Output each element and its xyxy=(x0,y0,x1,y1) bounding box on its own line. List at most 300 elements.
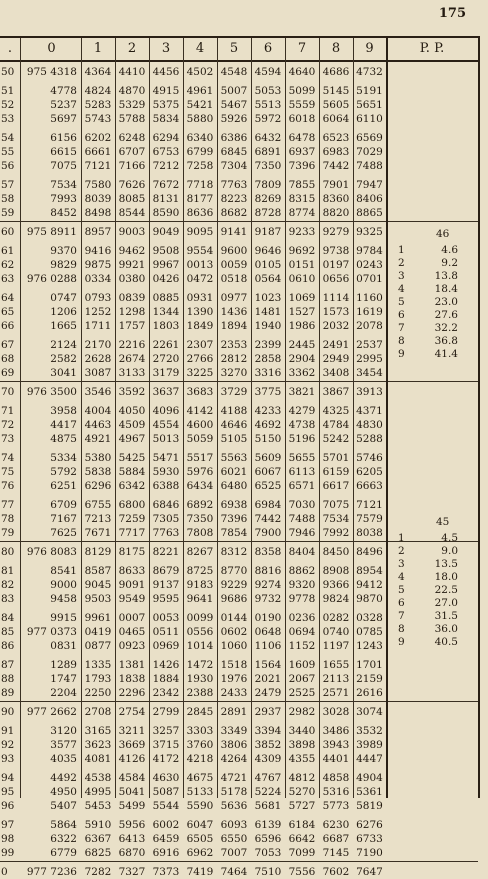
row-cell: 0648 xyxy=(254,626,282,638)
pp-digit: 8 xyxy=(398,335,405,347)
row-base-value: 4950 xyxy=(50,786,77,798)
row-cell: 5880 xyxy=(186,113,214,125)
row-number: 97 xyxy=(1,819,15,831)
row-cell: 4126 xyxy=(118,753,146,765)
row-cell: 4447 xyxy=(356,753,383,765)
row-base-value: 2582 xyxy=(50,353,77,365)
header-digit: 5 xyxy=(229,41,239,56)
row-cell: 0334 xyxy=(84,273,112,285)
row-cell: 8404 xyxy=(288,546,316,558)
row-cell: 5224 xyxy=(254,786,282,798)
row-cell: 6550 xyxy=(220,833,248,845)
row-cell: 3760 xyxy=(186,739,214,751)
table-row xyxy=(0,305,478,319)
row-cell: 4824 xyxy=(84,85,112,97)
row-number: 93 xyxy=(1,753,15,765)
row-cell: 8820 xyxy=(322,207,350,219)
decade-rule xyxy=(0,381,478,382)
column-rule xyxy=(319,38,320,798)
row-cell: 4463 xyxy=(84,419,112,431)
row-cell: 8496 xyxy=(356,546,383,558)
row-base-value: 977 0373 xyxy=(26,626,77,638)
row-cell: 6687 xyxy=(322,833,350,845)
row-cell: 9233 xyxy=(288,226,316,238)
row-cell: 9554 xyxy=(186,245,214,257)
row-base-value: 5237 xyxy=(50,99,77,111)
row-cell: 5007 xyxy=(220,85,248,97)
row-cell: 2891 xyxy=(220,706,248,718)
pp-digit: 9 xyxy=(398,348,405,360)
row-cell: 2170 xyxy=(84,339,112,351)
row-cell: 8633 xyxy=(118,565,146,577)
row-cell: 8954 xyxy=(356,565,383,577)
row-cell: 6184 xyxy=(288,819,316,831)
row-base-value: 975 8911 xyxy=(26,226,77,238)
pp-column-rule xyxy=(386,38,388,798)
row-cell: 7213 xyxy=(84,513,112,525)
row-cell: 7854 xyxy=(220,527,248,539)
row-cell: 2296 xyxy=(118,687,146,699)
pp-digit: 4 xyxy=(398,571,405,583)
row-cell: 6388 xyxy=(152,480,180,492)
pp-digit: 5 xyxy=(398,584,405,596)
row-cell: 7901 xyxy=(322,179,350,191)
row-number: 99 xyxy=(1,847,15,859)
row-cell: 5609 xyxy=(254,452,282,464)
row-base-value: 7993 xyxy=(50,193,77,205)
row-cell: 7763 xyxy=(152,527,180,539)
row-cell: 9279 xyxy=(322,226,350,238)
row-cell: 8085 xyxy=(118,193,146,205)
row-number: 72 xyxy=(1,419,15,431)
row-cell: 8862 xyxy=(288,565,316,577)
row-cell: 4646 xyxy=(220,419,248,431)
row-cell: 4325 xyxy=(322,405,350,417)
row-cell: 9187 xyxy=(254,226,282,238)
row-cell: 4502 xyxy=(186,66,214,78)
row-cell: 3394 xyxy=(254,725,282,737)
row-cell: 7718 xyxy=(186,179,214,191)
row-cell: 5746 xyxy=(356,452,383,464)
row-cell: 7442 xyxy=(254,513,282,525)
row-cell: 4830 xyxy=(356,419,383,431)
row-number: 75 xyxy=(1,466,15,478)
row-cell: 5636 xyxy=(220,800,248,812)
row-number: 0 xyxy=(1,866,8,878)
row-number: 81 xyxy=(1,565,15,577)
row-base-value: 6156 xyxy=(50,132,77,144)
row-cell: 6021 xyxy=(220,466,248,478)
table-row xyxy=(0,724,478,738)
row-cell: 8177 xyxy=(186,193,214,205)
row-cell: 7373 xyxy=(152,866,180,878)
row-cell: 5283 xyxy=(84,99,112,111)
row-base-value: 1665 xyxy=(50,320,77,332)
row-cell: 3532 xyxy=(356,725,383,737)
row-base-value: 8541 xyxy=(50,565,77,577)
row-base-value: 3041 xyxy=(50,367,77,379)
pp-value: 4.6 xyxy=(441,244,458,256)
row-cell: 5361 xyxy=(356,786,383,798)
row-cell: 2674 xyxy=(118,353,146,365)
row-cell: 0564 xyxy=(254,273,282,285)
row-cell: 5956 xyxy=(118,819,146,831)
row-cell: 5316 xyxy=(322,786,350,798)
row-number: 54 xyxy=(1,132,15,144)
row-cell: 1793 xyxy=(84,673,112,685)
row-cell: 7396 xyxy=(288,160,316,172)
row-number: 65 xyxy=(1,306,15,318)
row-cell: 4279 xyxy=(288,405,316,417)
row-cell: 9686 xyxy=(220,593,248,605)
table-row xyxy=(0,498,478,512)
row-cell: 1894 xyxy=(220,320,248,332)
row-cell: 7947 xyxy=(356,179,383,191)
row-cell: 4995 xyxy=(84,786,112,798)
row-cell: 7259 xyxy=(118,513,146,525)
row-cell: 5059 xyxy=(186,433,214,445)
row-cell: 6002 xyxy=(152,819,180,831)
decade-rule xyxy=(0,701,478,702)
row-base-value: 9370 xyxy=(50,245,77,257)
row-cell: 7304 xyxy=(220,160,248,172)
row-cell: 8908 xyxy=(322,565,350,577)
row-cell: 2078 xyxy=(356,320,383,332)
row-cell: 7053 xyxy=(254,847,282,859)
row-cell: 1197 xyxy=(322,640,350,652)
row-cell: 9692 xyxy=(288,245,316,257)
row-cell: 9095 xyxy=(186,226,214,238)
row-cell: 5517 xyxy=(186,452,214,464)
row-number: 57 xyxy=(1,179,15,191)
row-cell: 0328 xyxy=(356,612,383,624)
pp-digit: 1 xyxy=(398,244,405,256)
row-base-value: 6709 xyxy=(50,499,77,511)
row-cell: 0380 xyxy=(118,273,146,285)
row-cell: 8498 xyxy=(84,207,112,219)
row-cell: 6642 xyxy=(288,833,316,845)
row-cell: 3852 xyxy=(254,739,282,751)
row-cell: 6938 xyxy=(220,499,248,511)
row-cell: 7488 xyxy=(288,513,316,525)
row-cell: 9091 xyxy=(118,579,146,591)
pp-digit: 1 xyxy=(398,532,405,544)
pp-digit: 2 xyxy=(398,257,405,269)
row-cell: 7626 xyxy=(118,179,146,191)
row-cell: 9738 xyxy=(322,245,350,257)
header-digit: 3 xyxy=(161,41,171,56)
row-cell: 1472 xyxy=(186,659,214,671)
table-row xyxy=(0,705,478,719)
row-cell: 1252 xyxy=(84,306,112,318)
row-cell: 6064 xyxy=(322,113,350,125)
row-cell: 0007 xyxy=(118,612,146,624)
row-cell: 4692 xyxy=(254,419,282,431)
row-cell: 6340 xyxy=(186,132,214,144)
row-cell: 5013 xyxy=(152,433,180,445)
row-cell: 3408 xyxy=(322,367,350,379)
row-number: 82 xyxy=(1,579,15,591)
row-cell: 2216 xyxy=(118,339,146,351)
row-cell: 7534 xyxy=(322,513,350,525)
row-cell: 6480 xyxy=(220,480,248,492)
pp-digit: 7 xyxy=(398,322,405,334)
row-cell: 5910 xyxy=(84,819,112,831)
row-cell: 9824 xyxy=(322,593,350,605)
row-cell: 7647 xyxy=(356,866,383,878)
column-rule xyxy=(285,38,286,798)
row-cell: 8957 xyxy=(84,226,112,238)
row-cell: 8175 xyxy=(118,546,146,558)
table-row xyxy=(0,258,478,272)
row-cell: 1803 xyxy=(152,320,180,332)
row-cell: 6525 xyxy=(254,480,282,492)
row-cell: 6367 xyxy=(84,833,112,845)
row-number: 85 xyxy=(1,626,15,638)
row-cell: 0144 xyxy=(220,612,248,624)
row-cell: 2261 xyxy=(152,339,180,351)
row-cell: 2032 xyxy=(322,320,350,332)
row-cell: 6248 xyxy=(118,132,146,144)
table-row xyxy=(0,611,478,625)
row-cell: 8312 xyxy=(220,546,248,558)
row-cell: 9778 xyxy=(288,593,316,605)
row-base-value: 977 2662 xyxy=(26,706,77,718)
row-cell: 4509 xyxy=(118,419,146,431)
row-cell: 5145 xyxy=(322,85,350,97)
row-cell: 5701 xyxy=(322,452,350,464)
row-number: 92 xyxy=(1,739,15,751)
pp-value: 36.8 xyxy=(434,335,458,347)
table-row xyxy=(0,244,478,258)
row-cell: 6139 xyxy=(254,819,282,831)
row-base-value: 9915 xyxy=(50,612,77,624)
row-cell: 0053 xyxy=(152,612,180,624)
row-number: 95 xyxy=(1,786,15,798)
row-cell: 3729 xyxy=(220,386,248,398)
row-cell: 5819 xyxy=(356,800,383,812)
row-cell: 6296 xyxy=(84,480,112,492)
row-cell: 9508 xyxy=(152,245,180,257)
row-cell: 7763 xyxy=(220,179,248,191)
row-cell: 5655 xyxy=(288,452,316,464)
row-number: 56 xyxy=(1,160,15,172)
row-cell: 5788 xyxy=(118,113,146,125)
table-row xyxy=(0,865,478,879)
pp-digit: 9 xyxy=(398,636,405,648)
pp-head: 45 xyxy=(436,516,450,528)
row-cell: 6386 xyxy=(220,132,248,144)
row-cell: 1930 xyxy=(186,673,214,685)
row-cell: 2812 xyxy=(220,353,248,365)
row-cell: 1298 xyxy=(118,306,146,318)
row-number: 77 xyxy=(1,499,15,511)
row-cell: 0190 xyxy=(254,612,282,624)
row-cell: 6937 xyxy=(288,146,316,158)
column-rule xyxy=(81,38,82,798)
row-cell: 0243 xyxy=(356,259,383,271)
row-cell: 2616 xyxy=(356,687,383,699)
row-cell: 7419 xyxy=(186,866,214,878)
row-cell: 5559 xyxy=(288,99,316,111)
row-cell: 6569 xyxy=(356,132,383,144)
row-cell: 6432 xyxy=(254,132,282,144)
row-cell: 3486 xyxy=(322,725,350,737)
row-base-value: 976 8083 xyxy=(26,546,77,558)
row-base-value: 7534 xyxy=(50,179,77,191)
row-base-value: 5407 xyxy=(50,800,77,812)
header-digit: 6 xyxy=(263,41,273,56)
row-cell: 0099 xyxy=(186,612,214,624)
row-cell: 4630 xyxy=(152,772,180,784)
decade-rule xyxy=(0,221,478,222)
row-cell: 0877 xyxy=(84,640,112,652)
row-cell: 7007 xyxy=(220,847,248,859)
row-base-value: 9829 xyxy=(50,259,77,271)
row-cell: 9045 xyxy=(84,579,112,591)
row-cell: 1976 xyxy=(220,673,248,685)
row-cell: 9141 xyxy=(220,226,248,238)
row-cell: 0472 xyxy=(186,273,214,285)
pp-value: 13.8 xyxy=(434,270,458,282)
row-cell: 4686 xyxy=(322,66,350,78)
row-cell: 4401 xyxy=(322,753,350,765)
pp-digit: 5 xyxy=(398,296,405,308)
row-cell: 5834 xyxy=(152,113,180,125)
row-base-value: 3577 xyxy=(50,739,77,751)
table-row xyxy=(0,545,478,559)
row-cell: 4096 xyxy=(152,405,180,417)
pp-value: 36.0 xyxy=(434,623,458,635)
row-cell: 5544 xyxy=(152,800,180,812)
pp-value: 9.2 xyxy=(441,257,458,269)
row-cell: 8360 xyxy=(322,193,350,205)
row-cell: 7396 xyxy=(220,513,248,525)
row-cell: 7580 xyxy=(84,179,112,191)
row-cell: 2353 xyxy=(220,339,248,351)
row-cell: 8682 xyxy=(220,207,248,219)
row-cell: 4600 xyxy=(186,419,214,431)
row-base-value: 0747 xyxy=(50,292,77,304)
row-cell: 0839 xyxy=(118,292,146,304)
row-cell: 0740 xyxy=(322,626,350,638)
row-cell: 1849 xyxy=(186,320,214,332)
row-cell: 1838 xyxy=(118,673,146,685)
row-cell: 1940 xyxy=(254,320,282,332)
row-cell: 6617 xyxy=(322,480,350,492)
pp-digit: 7 xyxy=(398,610,405,622)
row-base-value: 977 7236 xyxy=(26,866,77,878)
row-cell: 5727 xyxy=(288,800,316,812)
row-base-value: 5792 xyxy=(50,466,77,478)
row-cell: 3943 xyxy=(322,739,350,751)
row-cell: 2720 xyxy=(152,353,180,365)
row-cell: 2067 xyxy=(288,673,316,685)
table-row xyxy=(0,225,478,239)
row-cell: 7900 xyxy=(254,527,282,539)
table-row xyxy=(0,291,478,305)
row-cell: 4004 xyxy=(84,405,112,417)
row-base-value: 975 4318 xyxy=(26,66,77,78)
row-cell: 4675 xyxy=(186,772,214,784)
row-cell: 1152 xyxy=(288,640,316,652)
row-cell: 5375 xyxy=(152,99,180,111)
table-row xyxy=(0,578,478,592)
row-cell: 5651 xyxy=(356,99,383,111)
row-cell: 1069 xyxy=(288,292,316,304)
row-cell: 0465 xyxy=(118,626,146,638)
table-row xyxy=(0,672,478,686)
row-number: 91 xyxy=(1,725,15,737)
row-cell: 9416 xyxy=(84,245,112,257)
row-cell: 3211 xyxy=(118,725,146,737)
row-cell: 5242 xyxy=(322,433,350,445)
header-digit: 9 xyxy=(365,41,374,56)
row-cell: 3592 xyxy=(118,386,146,398)
row-cell: 1381 xyxy=(118,659,146,671)
row-cell: 5926 xyxy=(220,113,248,125)
row-cell: 9641 xyxy=(186,593,214,605)
row-cell: 5191 xyxy=(356,85,383,97)
row-number: 55 xyxy=(1,146,15,158)
row-cell: 5150 xyxy=(254,433,282,445)
table-row xyxy=(0,272,478,286)
row-cell: 9875 xyxy=(84,259,112,271)
row-cell: 2113 xyxy=(322,673,350,685)
row-cell: 7464 xyxy=(220,866,248,878)
row-cell: 3669 xyxy=(118,739,146,751)
header-digit: 1 xyxy=(93,41,103,56)
row-cell: 4142 xyxy=(186,405,214,417)
pp-digit: 2 xyxy=(398,545,405,557)
row-cell: 1160 xyxy=(356,292,383,304)
row-cell: 0885 xyxy=(152,292,180,304)
row-cell: 6663 xyxy=(356,480,383,492)
row-number: 62 xyxy=(1,259,15,271)
header-digit: 2 xyxy=(127,41,137,56)
row-cell: 2937 xyxy=(254,706,282,718)
row-cell: 4364 xyxy=(84,66,112,78)
table-row xyxy=(0,799,478,813)
row-cell: 3087 xyxy=(84,367,112,379)
row-cell: 1564 xyxy=(254,659,282,671)
row-number: 84 xyxy=(1,612,15,624)
row-cell: 3898 xyxy=(288,739,316,751)
row-base-value: 1206 xyxy=(50,306,77,318)
row-base-value: 4778 xyxy=(50,85,77,97)
row-cell: 8770 xyxy=(220,565,248,577)
row-cell: 3867 xyxy=(322,386,350,398)
row-number: 79 xyxy=(1,527,15,539)
row-cell: 4967 xyxy=(118,433,146,445)
row-number: 58 xyxy=(1,193,15,205)
row-number: 64 xyxy=(1,292,15,304)
row-cell: 8725 xyxy=(186,565,214,577)
row-cell: 5513 xyxy=(254,99,282,111)
pp-digit: 6 xyxy=(398,597,405,609)
column-rule xyxy=(353,38,354,798)
row-cell: 6916 xyxy=(152,847,180,859)
row-number: 87 xyxy=(1,659,15,671)
header-num-col: . xyxy=(7,41,13,56)
row-cell: 5453 xyxy=(84,800,112,812)
pp-head: 46 xyxy=(436,228,450,240)
row-cell: 6984 xyxy=(254,499,282,511)
row-number: 50 xyxy=(1,66,15,78)
row-cell: 5884 xyxy=(118,466,146,478)
row-cell: 0694 xyxy=(288,626,316,638)
row-cell: 7029 xyxy=(356,146,383,158)
